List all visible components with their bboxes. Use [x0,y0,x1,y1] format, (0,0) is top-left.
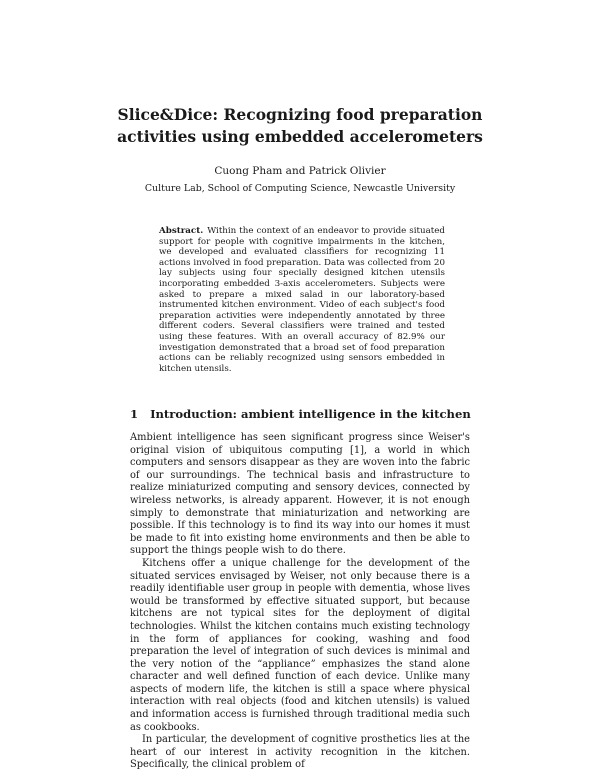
abstract-text: Within the context of an endeavor to provide situated support for people with cognitive impairments in the kitchen, we developed and evaluated classifiers for recognizing 11 actions involved in food preparation. Data was collected from 20 lay subjects using four specially designed kitchen utensils incorporating embedded 3-axis accelerometers. Subjects were asked to prepare a mixed salad in our laboratory-based instrumented kitchen environment. Video of each subject's food preparation activities were independently annotated by three different coders. Several classifiers were trained and tested using these features. With an overall accuracy of 82.9% our investigation demonstrated that a broad set of food preparation actions can be reliably recognized using sensors embedded in kitchen utensils. [159,226,445,374]
section-title: Introduction: ambient intelligence in the kitchen [150,407,471,421]
paragraph-2: Kitchens offer a unique challenge for the development of the situated services envisaged by Weiser, not only because there is a readily identifiable user group in people with dementia, whose lives would be transformed by effective situated support, but because kitchens are not typical sites for the deployment of digital technologies. Whilst the kitchen contains much existing technology in the form of appliances for cooking, washing and food preparation the level of integration of such devices is minimal and the very notion of the “appliance” emphasizes the stand alone character and well defined function of each device. Unlike many aspects of modern life, the kitchen is still a space where physical interaction with real objects (food and kitchen utensils) is valued and information access is furnished through traditional media such as cookbooks. [130,557,470,733]
authors: Cuong Pham and Patrick Olivier [214,165,386,177]
abstract [159,226,445,374]
title-line-2: activities using embedded accelerometers [117,127,483,146]
affiliation: Culture Lab, School of Computing Science, Newcastle University [144,183,456,194]
section-heading [130,407,490,421]
section-number: 1 [130,407,139,421]
abstract-label: Abstract. [159,226,204,236]
paragraph-3: In particular, the development of cognitive prosthetics lies at the heart of our interest in activity recognition in the kitchen. Specifically, the clinical problem of [130,734,470,771]
paper-title [100,104,500,148]
body-text [130,432,470,772]
paragraph-1: Ambient intelligence has seen significant progress since Weiser's original vision of ubiquitous computing [1], a world in which computers and sensors disappear as they are woven into the fabric of our surroundings. The technical basis and infrastructure to realize miniaturized computing and sensory devices, connected by wireless networks, is already apparent. However, it is not enough simply to demonstrate that miniaturization and networking are possible. If this technology is to find its way into our homes it must be made to fit into existing home environments and then be able to support the things people wish to do there. [130,432,470,557]
title-line-1: Slice&Dice: Recognizing food preparation [117,105,483,124]
